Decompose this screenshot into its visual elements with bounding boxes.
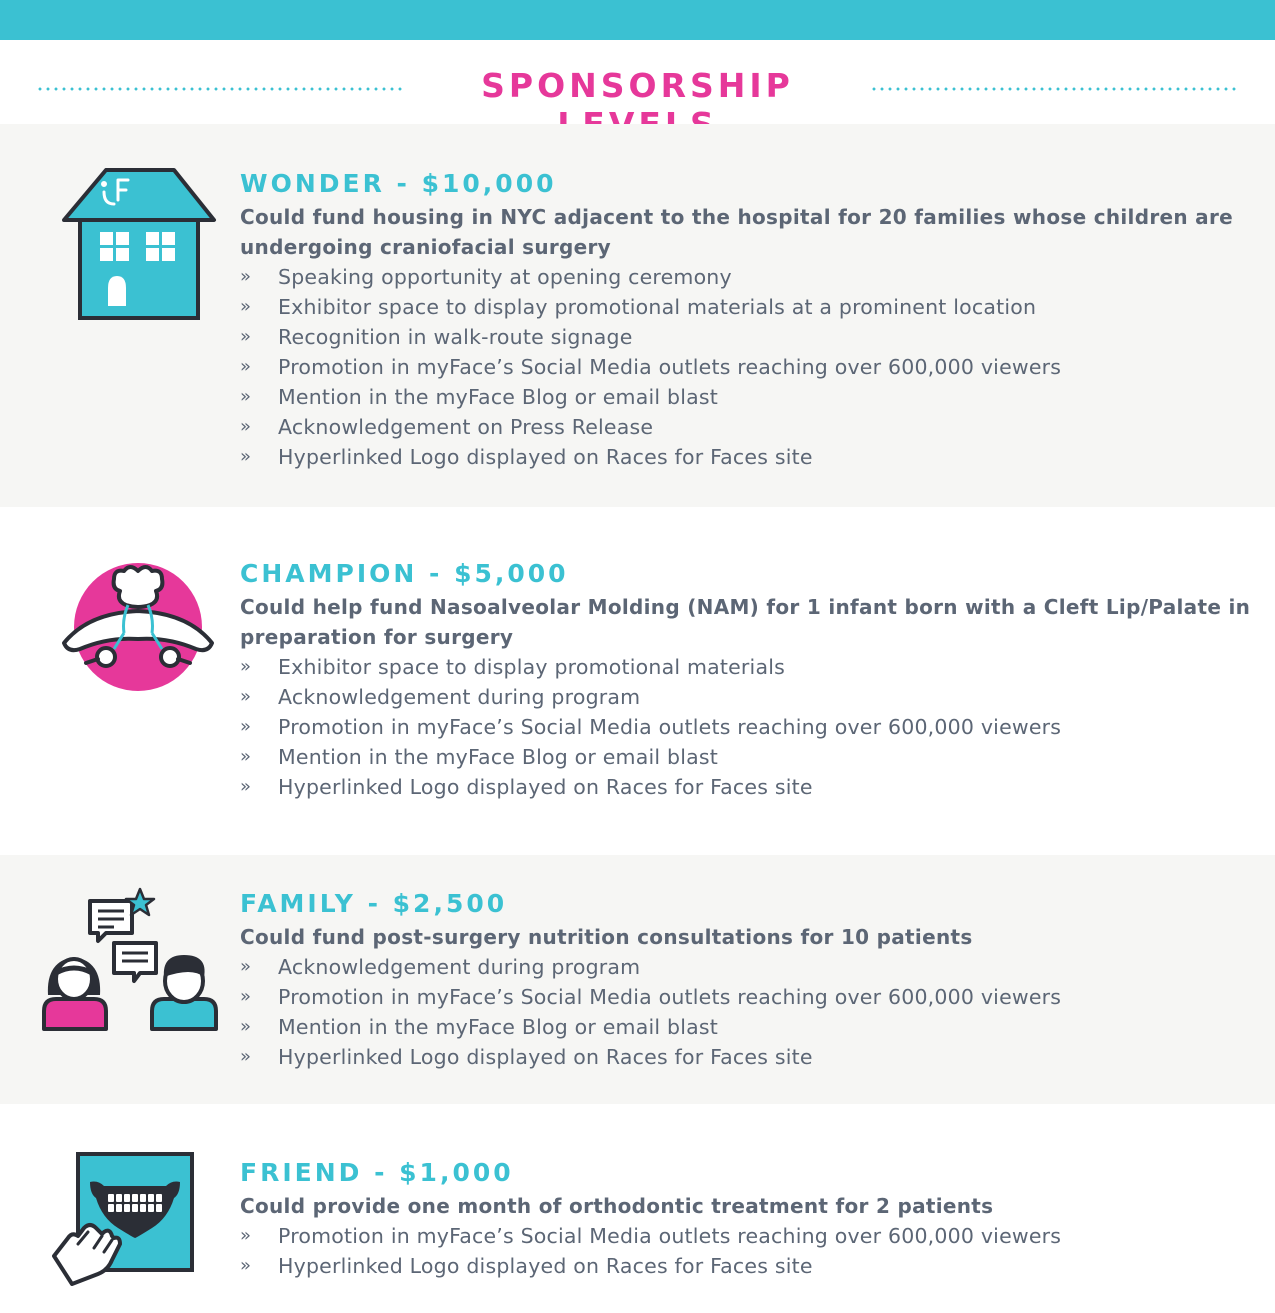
benefit-text: Hyperlinked Logo displayed on Races for Faces site [278,1254,813,1278]
list-item [240,712,1260,742]
bullet-glyph: » [240,266,252,287]
sponsor-level-content [240,558,1260,802]
list-item [240,652,1260,682]
benefit-text: Acknowledgement during program [278,685,641,709]
list-item [240,952,1260,982]
list-item [240,682,1260,712]
dental-xray-icon [48,1148,198,1288]
list-item [240,742,1260,772]
benefits-list [240,952,1260,1072]
bullet-glyph: » [240,1225,252,1246]
benefits-list [240,652,1260,802]
sponsor-level-family [0,855,1275,1104]
level-description: Could help fund Nasoalveolar Molding (NAM) for 1 infant born with a Cleft Lip/Palate in preparation for surgery [240,595,1251,649]
sponsor-level-content [240,888,1260,1072]
list-item [240,352,1260,382]
bullet-glyph: » [240,446,252,467]
benefit-text: Hyperlinked Logo displayed on Races for Faces site [278,775,813,799]
bullet-glyph: » [240,1046,252,1067]
list-item [240,1012,1260,1042]
bullet-glyph: » [240,326,252,347]
benefit-text: Hyperlinked Logo displayed on Races for Faces site [278,1045,813,1069]
benefit-text: Mention in the myFace Blog or email blast [278,1015,718,1039]
palate-molding-icon [58,557,218,693]
benefit-text: Acknowledgement on Press Release [278,415,654,439]
house-icon [60,166,220,326]
page-title: SPONSORSHIP [481,66,794,105]
level-description: Could fund post-surgery nutrition consultations for 10 patients [240,925,973,949]
sponsor-level-content [240,1157,1260,1281]
benefit-text: Mention in the myFace Blog or email blast [278,745,718,769]
list-item [240,382,1260,412]
benefits-list [240,1221,1260,1281]
benefit-text: Promotion in myFace’s Social Media outlets reaching over 600,000 viewers [278,1224,1062,1248]
benefit-text: Speaking opportunity at opening ceremony [278,265,732,289]
list-item [240,262,1260,292]
list-item [240,1221,1260,1251]
list-item [240,1042,1260,1072]
level-description: Could provide one month of orthodontic treatment for 2 patients [240,1194,994,1218]
sponsor-level-wonder [0,124,1275,507]
bullet-glyph: » [240,1016,252,1037]
list-item [240,292,1260,322]
top-accent-bar [0,0,1275,40]
benefit-text: Acknowledgement during program [278,955,641,979]
list-item [240,982,1260,1012]
bullet-glyph: » [240,656,252,677]
bullet-glyph: » [240,356,252,377]
bullet-glyph: » [240,776,252,797]
benefit-text: Recognition in walk-route signage [278,325,633,349]
level-title: CHAMPION - $5,000 [240,559,569,588]
benefit-text: Mention in the myFace Blog or email blast [278,385,718,409]
bullet-glyph: » [240,746,252,767]
list-item [240,412,1260,442]
level-title: FRIEND - $1,000 [240,1158,514,1187]
level-title: WONDER - $10,000 [240,169,557,198]
benefit-text: Exhibitor space to display promotional materials [278,655,785,679]
bullet-glyph: » [240,986,252,1007]
page-header [0,40,1275,124]
dotted-divider-right [870,87,1240,91]
list-item [240,442,1260,472]
benefit-text: Exhibitor space to display promotional materials at a prominent location [278,295,1037,319]
sponsor-level-champion [0,507,1275,855]
bullet-glyph: » [240,686,252,707]
consultation-icon [40,885,220,1031]
bullet-glyph: » [240,1255,252,1276]
list-item [240,1251,1260,1281]
bullet-glyph: » [240,416,252,437]
dotted-divider-left [36,87,406,91]
level-description: Could fund housing in NYC adjacent to the hospital for 20 families whose children are undergoing craniofacial surgery [240,205,1233,259]
bullet-glyph: » [240,296,252,317]
bullet-glyph: » [240,386,252,407]
list-item [240,322,1260,352]
sponsor-level-content [240,168,1260,472]
benefit-text: Hyperlinked Logo displayed on Races for Faces site [278,445,813,469]
bullet-glyph: » [240,716,252,737]
list-item [240,772,1260,802]
benefit-text: Promotion in myFace’s Social Media outlets reaching over 600,000 viewers [278,355,1062,379]
sponsor-level-friend [0,1104,1275,1313]
benefit-text: Promotion in myFace’s Social Media outlets reaching over 600,000 viewers [278,715,1062,739]
level-title: FAMILY - $2,500 [240,889,508,918]
bullet-glyph: » [240,956,252,977]
benefits-list [240,262,1260,472]
benefit-text: Promotion in myFace’s Social Media outlets reaching over 600,000 viewers [278,985,1062,1009]
